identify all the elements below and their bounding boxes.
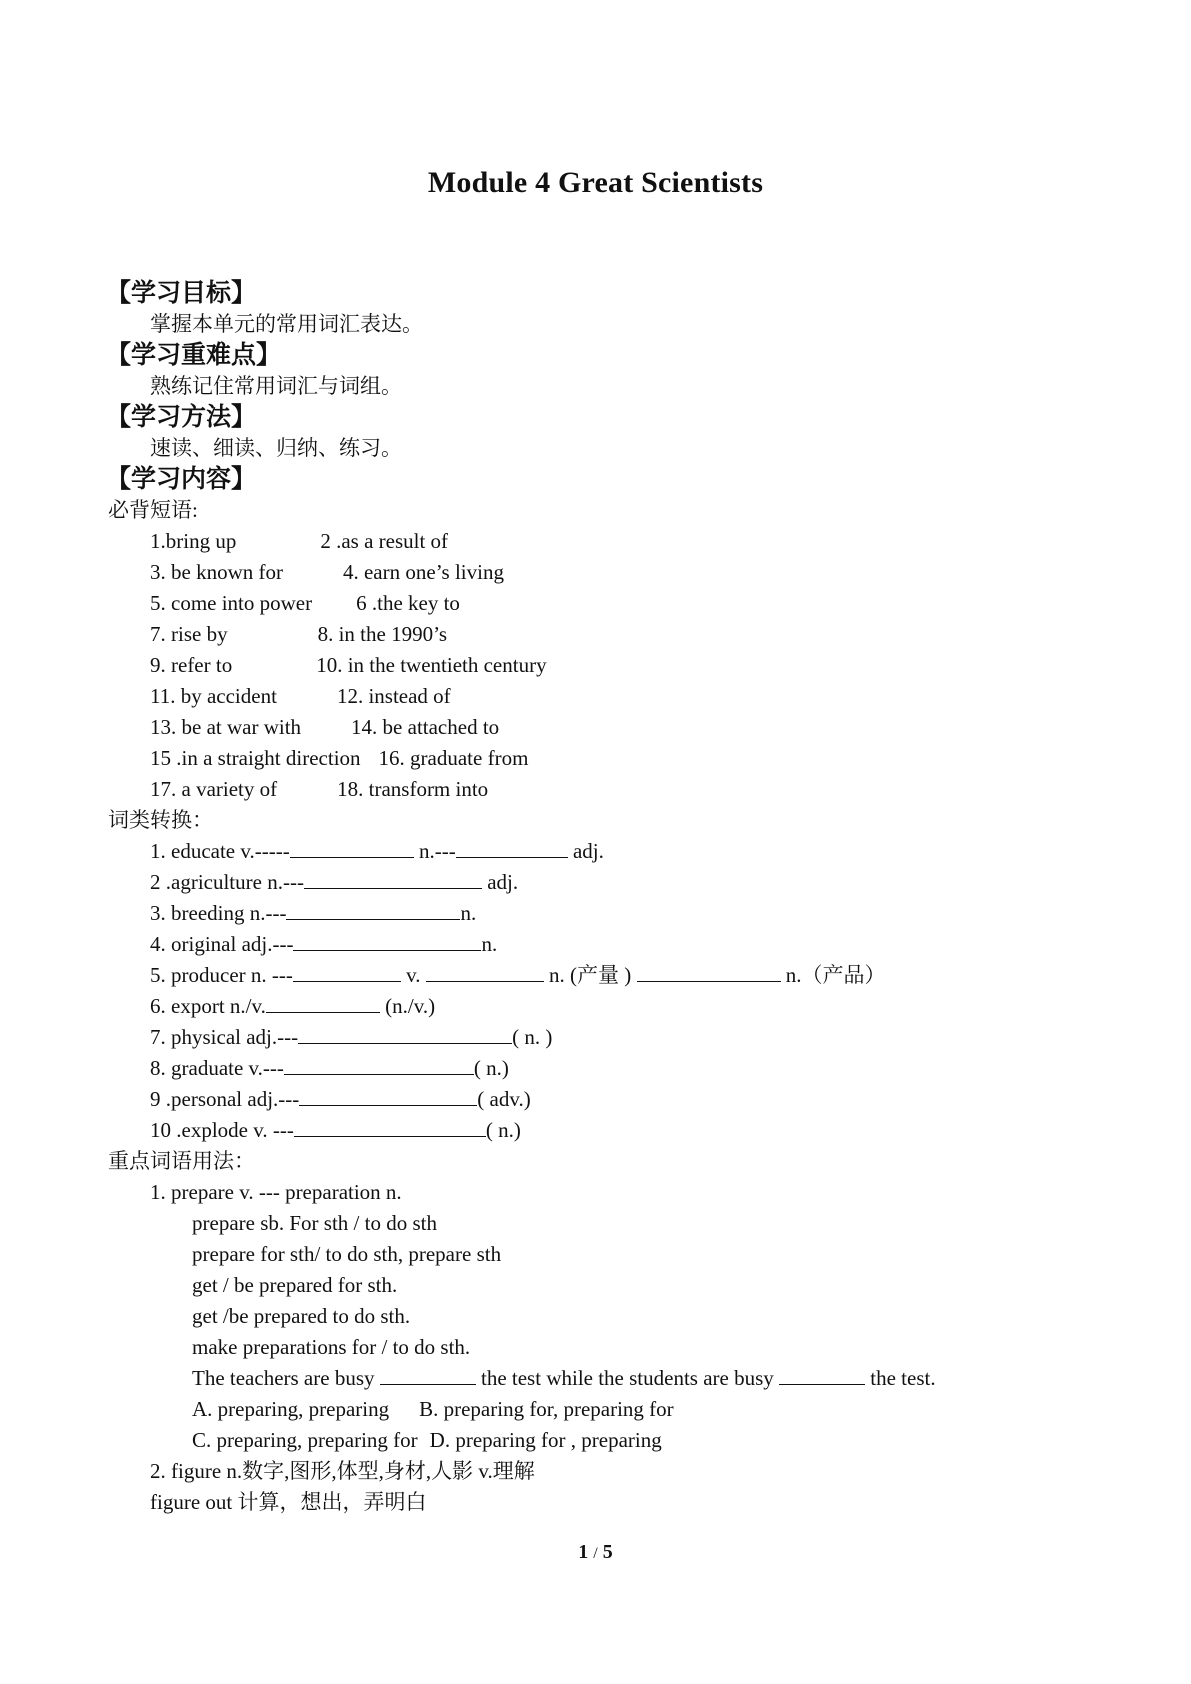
answer-blank[interactable] — [290, 838, 414, 858]
answer-blank[interactable] — [293, 962, 401, 982]
usage-pattern: get / be prepared for sth. — [192, 1273, 398, 1297]
option-a[interactable]: A. preparing, preparing — [192, 1397, 390, 1421]
worksheet-content — [108, 278, 1088, 1518]
answer-blank[interactable] — [426, 962, 544, 982]
difficulties-text: 熟练记住常用词汇与词组。 — [150, 374, 402, 398]
phrase: 18. transform into — [337, 777, 489, 801]
option-d[interactable]: D. preparing for , preparing — [429, 1428, 662, 1452]
answer-blank[interactable] — [284, 1055, 474, 1075]
phrase: 1.bring up — [150, 529, 237, 553]
phrase: 12. instead of — [336, 684, 451, 708]
answer-blank[interactable] — [304, 869, 482, 889]
phrase: 7. rise by — [150, 622, 228, 646]
usage-pattern: prepare sb. For sth / to do sth — [192, 1211, 437, 1235]
page-number: 1 / 5 — [578, 1541, 613, 1563]
phrase: 11. by accident — [150, 684, 277, 708]
usage-item-head: 1. prepare v. --- preparation n. — [150, 1180, 402, 1204]
phrases-label: 必背短语: — [108, 498, 198, 522]
word-form-item: 7. physical adj.--- ( n. ) — [150, 1025, 553, 1049]
phrase: 10. in the twentieth century — [316, 653, 547, 677]
word-form-item: 9 .personal adj.--- ( adv.) — [150, 1087, 531, 1111]
phrase-row — [108, 619, 1088, 650]
answer-blank[interactable] — [456, 838, 568, 858]
word-form-item: 8. graduate v.--- ( n.) — [150, 1056, 509, 1080]
usage-pattern: make preparations for / to do sth. — [192, 1335, 471, 1359]
usage-list — [108, 1177, 1088, 1518]
word-form-item: 1. educate v.----- n.--- adj. — [150, 839, 604, 863]
phrase: 13. be at war with — [150, 715, 302, 739]
exercise-question: The teachers are busy the test while the students are busy the test. — [192, 1366, 936, 1390]
word-form-item: 3. breeding n.--- n. — [150, 901, 477, 925]
phrase: 15 .in a straight direction — [150, 746, 361, 770]
phrase-row — [108, 681, 1088, 712]
phrase-row — [108, 526, 1088, 557]
methods-text: 速读、细读、归纳、练习。 — [150, 436, 402, 460]
phrase: 8. in the 1990’s — [317, 622, 448, 646]
word-form-item: 5. producer n. --- v. n. (产量 ) n.（产品） — [150, 963, 886, 987]
usage-item-head: 2. figure n.数字,图形,体型,身材,人影 v.理解 — [150, 1459, 535, 1483]
methods-heading: 【学习方法】 — [106, 404, 257, 431]
phrase-row — [108, 712, 1088, 743]
phrase: 6 .the key to — [356, 591, 460, 615]
option-b[interactable]: B. preparing for, preparing for — [419, 1397, 674, 1421]
phrase-row — [108, 557, 1088, 588]
word-form-item: 4. original adj.--- n. — [150, 932, 498, 956]
phrase: 16. graduate from — [378, 746, 529, 770]
word-form-item: 10 .explode v. --- ( n.) — [150, 1118, 521, 1142]
usage-pattern: figure out 计算，想出，弄明白 — [150, 1490, 427, 1514]
answer-blank[interactable] — [299, 1086, 477, 1106]
phrase: 14. be attached to — [351, 715, 500, 739]
usage-pattern: get /be prepared to do sth. — [192, 1304, 411, 1328]
option-c[interactable]: C. preparing, preparing for — [192, 1428, 418, 1452]
answer-blank[interactable] — [266, 993, 380, 1013]
word-forms-label: 词类转换： — [108, 808, 213, 832]
answer-blank[interactable] — [637, 962, 781, 982]
answer-blank[interactable] — [779, 1365, 865, 1385]
phrase: 4. earn one’s living — [342, 560, 504, 584]
usage-label: 重点词语用法： — [108, 1149, 255, 1173]
answer-blank[interactable] — [293, 931, 481, 951]
difficulties-heading: 【学习重难点】 — [106, 342, 282, 369]
phrase: 3. be known for — [150, 560, 283, 584]
phrase: 9. refer to — [150, 653, 233, 677]
objectives-heading: 【学习目标】 — [106, 280, 257, 307]
phrase-row — [108, 774, 1088, 805]
word-forms-list — [108, 836, 1088, 1146]
phrase-row — [108, 588, 1088, 619]
answer-blank[interactable] — [286, 900, 460, 920]
usage-pattern: prepare for sth/ to do sth, prepare sth — [192, 1242, 502, 1266]
word-form-item: 6. export n./v. (n./v.) — [150, 994, 436, 1018]
answer-blank[interactable] — [298, 1024, 512, 1044]
phrase-row — [108, 743, 1088, 774]
answer-blank[interactable] — [294, 1117, 486, 1137]
page-title: Module 4 Great Scientists — [427, 166, 764, 199]
phrase: 5. come into power — [150, 591, 313, 615]
contents-heading: 【学习内容】 — [106, 466, 257, 493]
exercise-options — [108, 1425, 1088, 1456]
answer-blank[interactable] — [380, 1365, 476, 1385]
phrase: 17. a variety of — [150, 777, 278, 801]
objectives-text: 掌握本单元的常用词汇表达。 — [150, 312, 423, 336]
exercise-options — [108, 1394, 1088, 1425]
phrase: 2 .as a result of — [320, 529, 449, 553]
phrase-list — [108, 526, 1088, 805]
word-form-item: 2 .agriculture n.--- adj. — [150, 870, 519, 894]
phrase-row — [108, 650, 1088, 681]
